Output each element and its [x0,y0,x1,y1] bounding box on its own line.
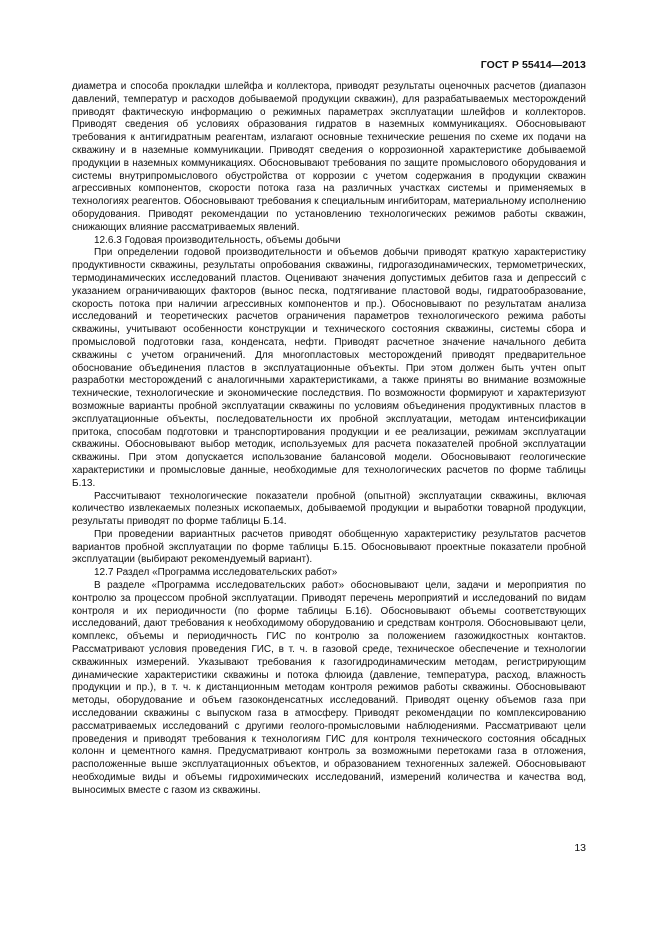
document-header: ГОСТ Р 55414—2013 [480,59,586,71]
paragraph-continuation: диаметра и способа прокладки шлейфа и коллектора, приводят результаты оценочных расчетов (диапазон давлений, температур и расходов добываемой продукции скважин), для разрабатываемых месторождений приводят фактическую информацию о режимных параметрах эксплуатации шлейфов и коллекторов. Приводят сведения об условиях образования гидратов в наземных коммуникациях. Обосновывают требования к антигидратным реагентам, излагают основные технические решения по схеме их подачи на скважину и в наземные коммуникации. Приводят сведения о коррозионной характеристике добываемой продукции в наземных коммуникациях. Обосновывают требования по защите промыслового оборудования и системы внутрипромыслового обустройства от коррозии с учетом содержания в продукции скважин агрессивных компонентов, скорости потока газа на различных участках системы и применяемых в технологиях реагентов. Обосновывают требования к специальным ингибиторам, материальному исполнению оборудования. Приводят рекомендации по установлению технологических режимов работы скважин, снижающих влияние рассматриваемых явлений. [72,81,586,233]
document-body [72,81,586,798]
section-heading-12-7: 12.7 Раздел «Программа исследовательских работ» [94,567,338,579]
page-number: 13 [574,842,586,854]
paragraph: При проведении вариантных расчетов приводят обобщенную характеристику результатов расчетов вариантов пробной эксплуатации по форме таблицы Б.15. Обосновывают проектные показатели пробной эксплуатации (выбирают рекомендуемый вариант). [72,528,586,566]
subsection-heading-12-6-3: 12.6.3 Годовая производительность, объемы добычи [94,234,341,246]
paragraph: Рассчитывают технологические показатели пробной (опытной) эксплуатации скважины, включая количество извлекаемых полезных ископаемых, добываемой продукции и выработки товарной продукции, результаты приводят по форме таблицы Б.14. [72,490,586,528]
paragraph: При определении годовой производительности и объемов добычи приводят краткую характеристику продуктивности скважины, результаты опробования скважины, гидрогазодинамических, термометрических, термодинамических исследований пластов. Оценивают значения допустимых дебитов газа и депрессий с указанием ограничивающих факторов (вынос песка, подтягивание пластовой воды, гидратообразование, скорость потока при наличии агрессивных компонентов и пр.). Обосновывают по результатам анализа исследований и теоретических расчетов ограничения параметров технологического режима работы скважины, учитывают особенности конструкции и технического состояния скважины, системы сбора и промысловой подготовки газа, конденсата, нефти. Приводят расчетное значение начального дебита скважины с учетом ограничений. Для многопластовых месторождений приводят предварительное обоснование объединения пластов в эксплуатационные объекты. При этом должен быть учтен опыт разработки месторождений с аналогичными характеристиками, а также приняты во внимание возможные технические, технологические и экономические последствия. По возможности формируют и характеризуют возможные варианты пробной эксплуатации скважины по условиям объединения продуктивных пластов в эксплуатационные объекты, последовательности их пробной эксплуатации, методам интенсификации притока, способам подготовки и транспортирования продукции и ее реализации, режимам эксплуатации скважины. Обосновывают выбор методик, используемых для расчета показателей пробной эксплуатации скважины. При этом допускается использование балансовой модели. Обосновывают геологические характеристики и промысловые данные, необходимые для технологических расчетов по форме таблицы Б.13. [72,247,586,489]
paragraph: В разделе «Программа исследовательских работ» обосновывают цели, задачи и мероприятия по контролю за процессом пробной эксплуатации. Приводят перечень мероприятий и исследований по видам контроля и их периодичности (по форме таблицы Б.16). Обосновывают объемы соответствующих исследований, дают требования к необходимому оборудованию и средствам контроля. Обосновывают цели, комплекс, объемы и периодичность ГИС по контролю за положением газожидкостных контактов. Рассматривают условия проведения ГИС, в т. ч. в газовой среде, техническое обеспечение и технологии скважинных измерений. Указывают требования к газогидродинамическим методам, регистрирующим динамические характеристики скважины и потока флюида (давление, температура, расход, влажность продукции и пр.), в т. ч. к дистанционным методам контроля режимов работы скважины. Обосновывают методы, оборудование и объем газоконденсатных исследований. Приводят оценку объемов газа при исследовании скважины с выпуском газа в атмосферу. Приводят рекомендации по комплексированию рассматриваемых исследований с другими геолого-промысловыми наблюдениями. Рассматривают цели проведения и приводят требования к технологиям ГИС для контроля технического состояния обсадных колонн и цементного камня. Предусматривают контроль за возможными перетоками газа в отложения, расположенные выше эксплуатационных объектов, и образованием техногенных залежей. Обосновывают необходимые виды и объемы гидрохимических исследований, измерений количества и качества вод, выносимых вместе с газом из скважины. [72,580,586,796]
